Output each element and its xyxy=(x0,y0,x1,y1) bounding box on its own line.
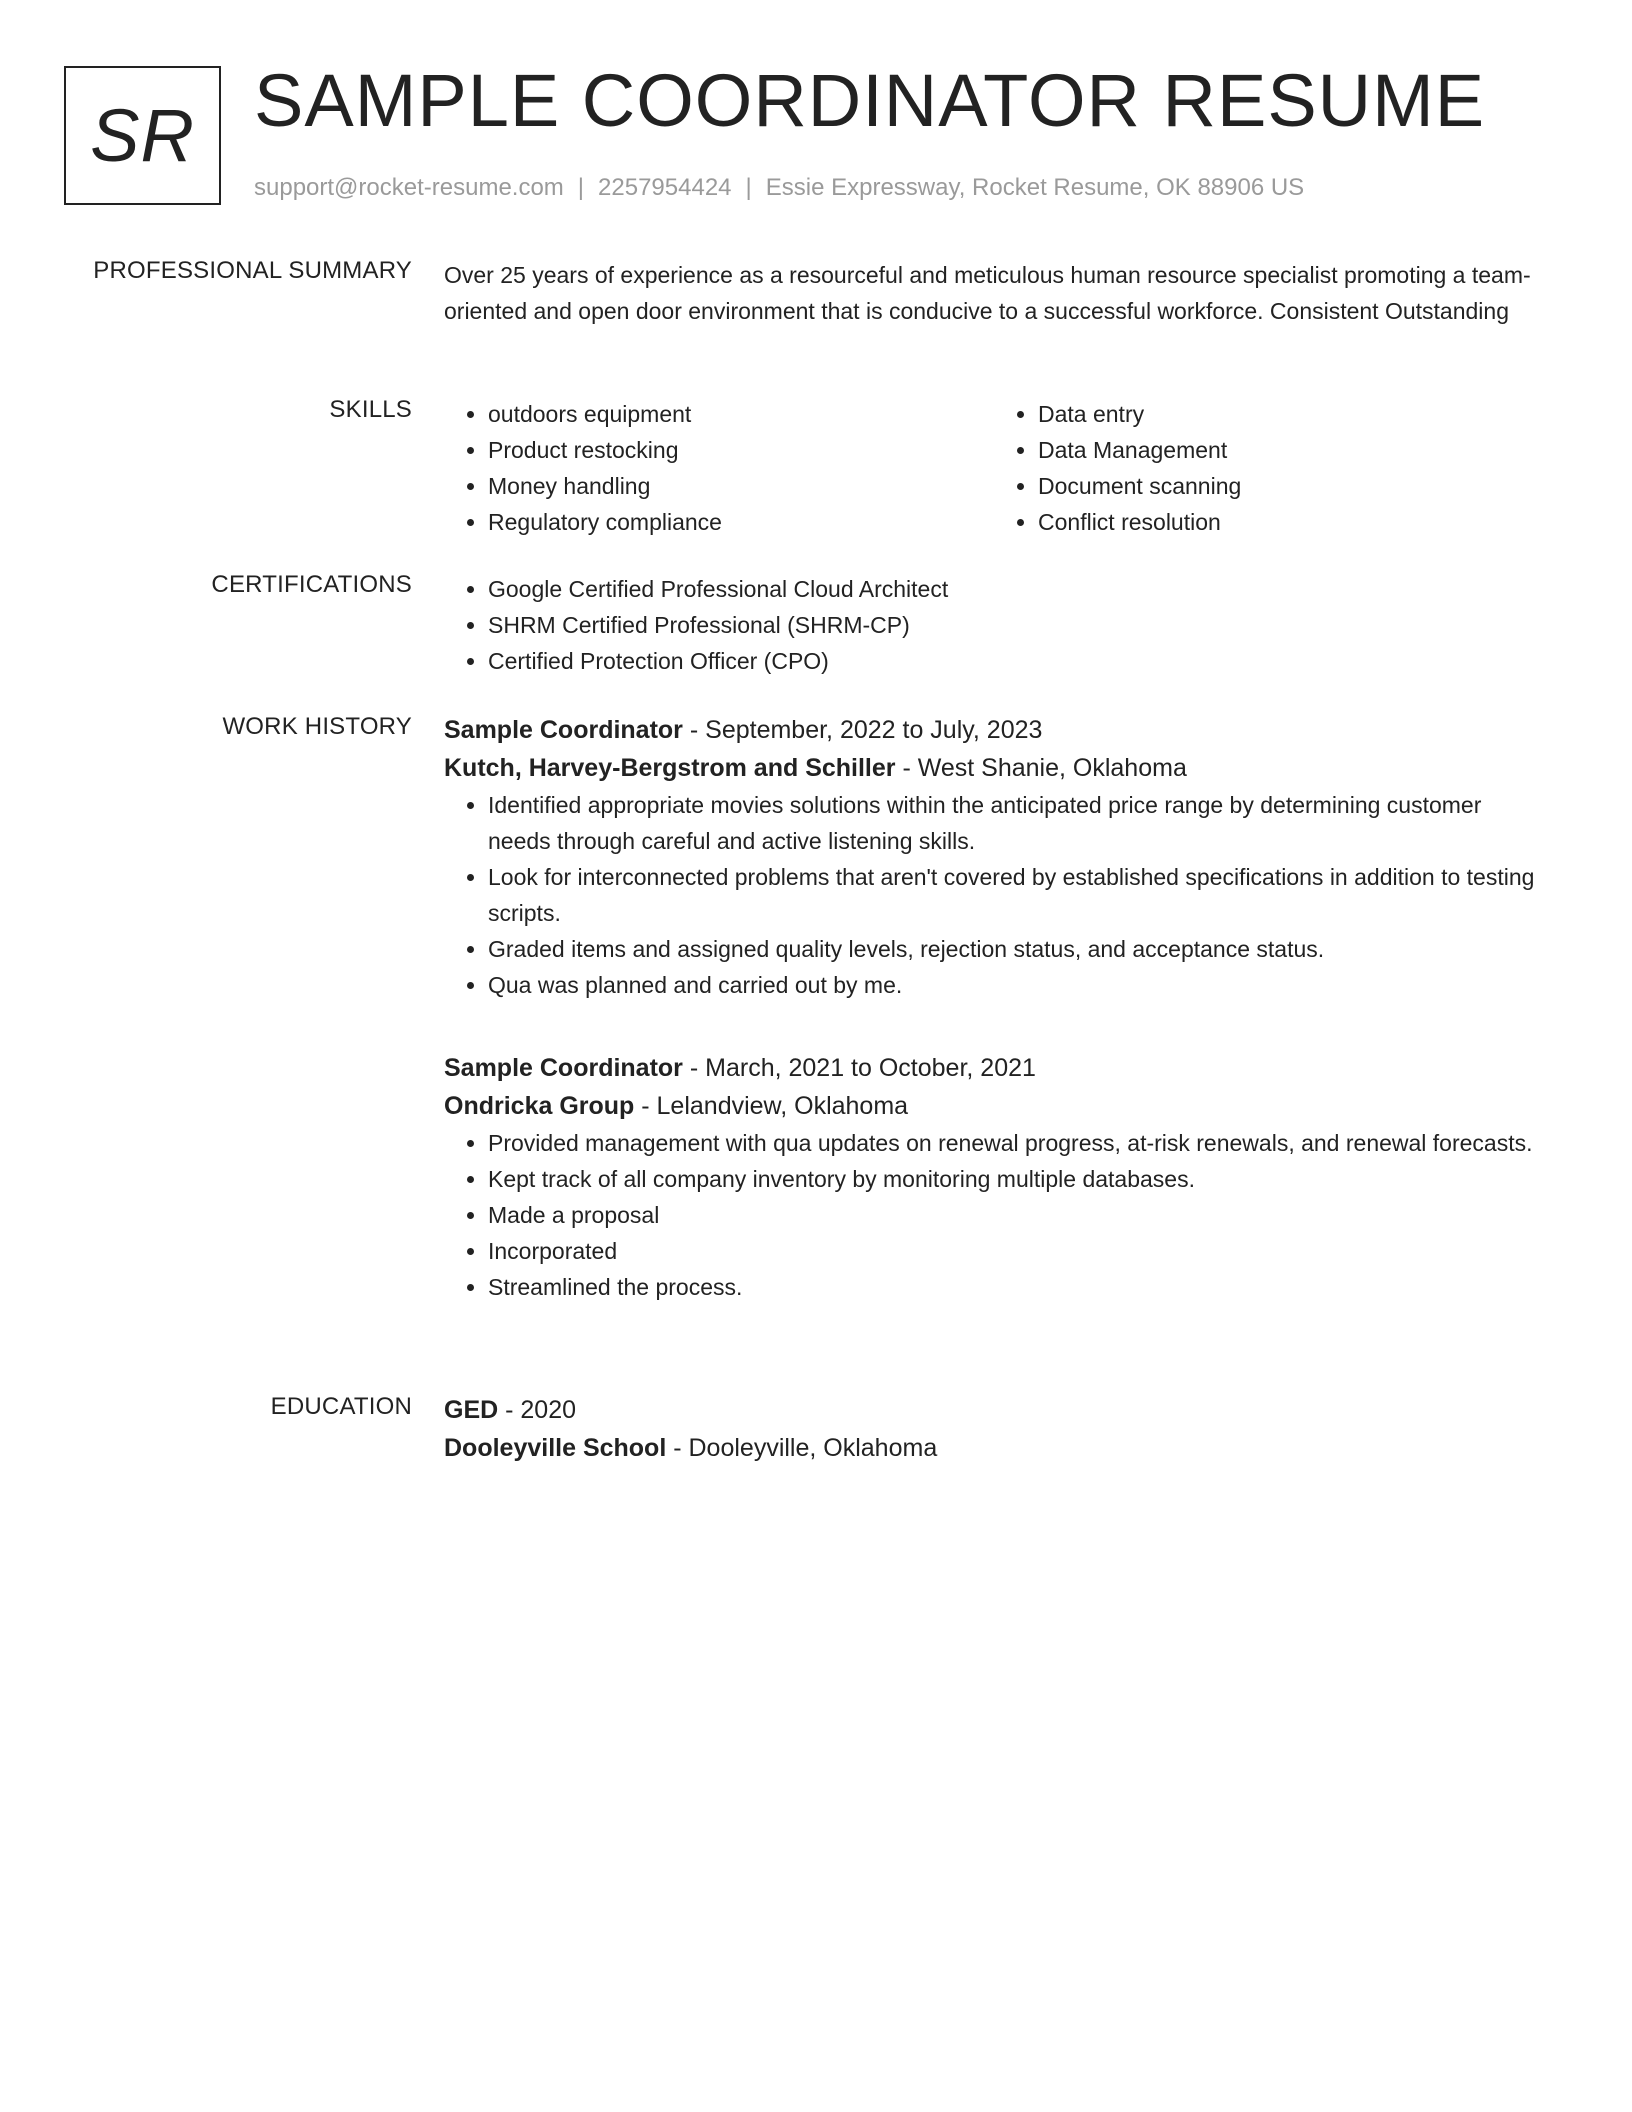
job-company: Kutch, Harvey-Bergstrom and Schiller xyxy=(444,754,896,782)
job-entry xyxy=(444,1049,1544,1305)
job-duty-item: • Provided management with qua updates on renewal progress, at-risk renewals, and renewal forecasts. xyxy=(488,1125,1544,1161)
certifications-body xyxy=(444,571,1544,679)
certifications-label: CERTIFICATIONS xyxy=(211,571,412,598)
job-company: Ondricka Group xyxy=(444,1092,635,1120)
education-entry xyxy=(444,1391,1544,1467)
school-name: Dooleyville School xyxy=(444,1434,667,1462)
skill-item: • Conflict resolution xyxy=(1038,504,1544,540)
degree-line xyxy=(444,1391,1544,1429)
contact-phone[interactable]: 2257954424 xyxy=(598,174,732,201)
contact-separator: | xyxy=(745,174,752,201)
certification-item: • Certified Protection Officer (CPO) xyxy=(488,643,1544,679)
skill-item: • outdoors equipment xyxy=(488,396,994,432)
job-dates: - September, 2022 to July, 2023 xyxy=(682,716,1043,744)
degree: GED xyxy=(444,1396,499,1424)
education-label: EDUCATION xyxy=(270,1393,412,1420)
contact-separator: | xyxy=(577,174,585,201)
skills-label: SKILLS xyxy=(329,396,412,423)
skills-list-right xyxy=(994,396,1544,540)
monogram-logo: SR xyxy=(64,66,221,205)
job-entry xyxy=(444,711,1544,1003)
job-duty-item: • Kept track of all company inventory by monitoring multiple databases. xyxy=(488,1161,1544,1197)
skill-item: • Document scanning xyxy=(1038,468,1544,504)
resume-title: SAMPLE COORDINATOR RESUME xyxy=(254,59,1486,142)
job-duty-item: • Incorporated xyxy=(488,1233,1544,1269)
school-location: - Dooleyville, Oklahoma xyxy=(666,1434,938,1462)
job-dates: - March, 2021 to October, 2021 xyxy=(682,1054,1036,1082)
job-title: Sample Coordinator xyxy=(444,1054,683,1082)
job-duties-list xyxy=(444,1125,1544,1305)
skills-list-left xyxy=(444,396,994,540)
job-location: - Lelandview, Oklahoma xyxy=(634,1092,909,1120)
resume-header xyxy=(64,59,1584,208)
skill-item: • Data Management xyxy=(1038,432,1544,468)
skills-columns xyxy=(444,396,1544,540)
contact-email[interactable]: support@rocket-resume.com xyxy=(254,174,564,201)
skill-item: • Product restocking xyxy=(488,432,994,468)
contact-line xyxy=(254,174,1304,202)
certification-item: • Google Certified Professional Cloud Architect xyxy=(488,571,1544,607)
job-location: - West Shanie, Oklahoma xyxy=(895,754,1187,782)
job-title-line xyxy=(444,1049,1544,1087)
job-title: Sample Coordinator xyxy=(444,716,683,744)
skill-item: • Money handling xyxy=(488,468,994,504)
degree-year: - 2020 xyxy=(498,1396,577,1424)
job-duty-item: • Graded items and assigned quality levels, rejection status, and acceptance status. xyxy=(488,931,1544,967)
certifications-list xyxy=(444,571,1544,679)
job-duty-item: • Qua was planned and carried out by me. xyxy=(488,967,1544,1003)
job-duty-item: • Identified appropriate movies solutions within the anticipated price range by determining customer needs through careful and active listening skills. xyxy=(488,787,1544,859)
job-duties-list xyxy=(444,787,1544,1003)
skill-item: • Regulatory compliance xyxy=(488,504,994,540)
skill-item: • Data entry xyxy=(1038,396,1544,432)
job-company-line xyxy=(444,1087,1544,1125)
summary-text: Over 25 years of experience as a resourceful and meticulous human resource specialist promoting a team-oriented and open door environment that is conducive to a successful workforce. Consistent Outstanding xyxy=(444,262,1531,324)
school-line xyxy=(444,1429,1544,1467)
job-duty-item: • Made a proposal xyxy=(488,1197,1544,1233)
job-duty-item: • Look for interconnected problems that aren't covered by established specifications in addition to testing scripts. xyxy=(488,859,1544,931)
job-title-line xyxy=(444,711,1544,749)
job-duty-item: • Streamlined the process. xyxy=(488,1269,1544,1305)
job-company-line xyxy=(444,749,1544,787)
contact-address: Essie Expressway, Rocket Resume, OK 88906 US xyxy=(765,174,1305,201)
skills-body xyxy=(444,396,1544,540)
certification-item: • SHRM Certified Professional (SHRM-CP) xyxy=(488,607,1544,643)
summary-label: PROFESSIONAL SUMMARY xyxy=(93,257,412,284)
work-history-label: WORK HISTORY xyxy=(222,713,412,740)
